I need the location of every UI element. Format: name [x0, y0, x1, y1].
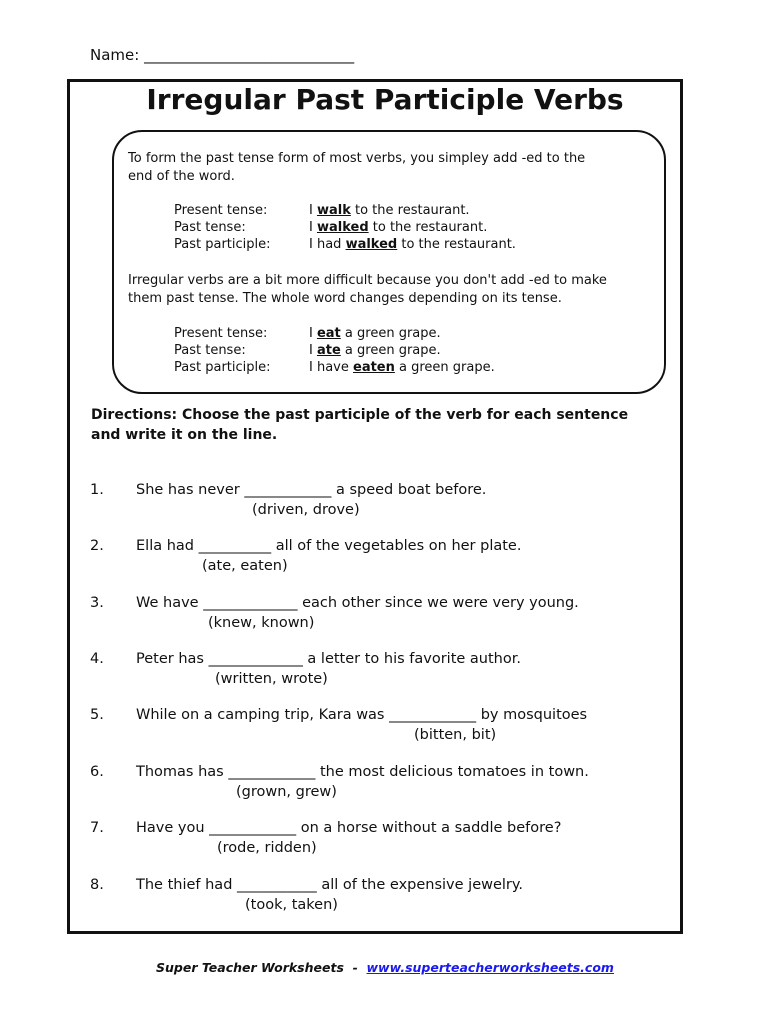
name-field [90, 46, 354, 64]
explanation-box [112, 130, 666, 394]
example-label: Present tense: [174, 326, 268, 341]
example-sentence: I walk to the restaurant. [309, 203, 470, 218]
example-label: Present tense: [174, 203, 268, 218]
intro-irregular [128, 272, 648, 307]
answer-options: (written, wrote) [215, 671, 328, 687]
example-row [174, 325, 644, 343]
example-sentence: I eat a green grape. [309, 326, 441, 341]
example-verb: ate [316, 343, 341, 358]
question-8 [90, 877, 680, 927]
directions-line-1: Directions: Choose the past participle of the verb for each sentence [91, 407, 629, 423]
intro-regular [128, 150, 648, 185]
footer [0, 960, 770, 975]
question-4 [90, 651, 680, 701]
footer-link[interactable]: www.superteacherworksheets.com [366, 960, 614, 975]
intro-irregular-line-1: Irregular verbs are a bit more difficult because you don't add -ed to make [128, 273, 607, 288]
question-number: 7. [90, 820, 104, 836]
example-row [174, 202, 644, 220]
example-verb: eat [316, 326, 341, 341]
question-2 [90, 538, 680, 588]
question-3 [90, 595, 680, 645]
answer-options: (bitten, bit) [414, 727, 497, 743]
question-1 [90, 482, 680, 532]
example-sentence: I ate a green grape. [309, 343, 441, 358]
question-number: 2. [90, 538, 104, 554]
intro-regular-line-1: To form the past tense form of most verbs, you simpley add -ed to the [128, 151, 586, 166]
answer-options: (ate, eaten) [202, 558, 288, 574]
question-text[interactable]: Peter has _____________ a letter to his favorite author. [136, 651, 521, 667]
page-title: Irregular Past Participle Verbs [146, 83, 624, 116]
example-verb: walk [316, 203, 351, 218]
answer-options: (grown, grew) [236, 784, 337, 800]
question-text[interactable]: While on a camping trip, Kara was ____________ by mosquitoes [136, 707, 588, 723]
answer-options: (took, taken) [245, 897, 338, 913]
example-sentence: I walked to the restaurant. [309, 220, 488, 235]
answer-options: (driven, drove) [252, 502, 360, 518]
question-number: 6. [90, 764, 104, 780]
name-blank[interactable]: ____________________________ [144, 46, 355, 64]
question-text[interactable]: We have _____________ each other since we were very young. [136, 595, 579, 611]
directions [91, 405, 681, 445]
example-label: Past participle: [174, 237, 271, 252]
intro-regular-line-2: end of the word. [128, 168, 235, 184]
question-text[interactable]: Ella had __________ all of the vegetables on her plate. [136, 538, 522, 554]
question-number: 3. [90, 595, 104, 611]
question-number: 8. [90, 877, 104, 893]
question-number: 1. [90, 482, 104, 498]
question-text[interactable]: Thomas has ____________ the most delicious tomatoes in town. [136, 764, 589, 780]
question-text[interactable]: The thief had ___________ all of the expensive jewelry. [136, 877, 524, 893]
question-text[interactable]: Have you ____________ on a horse without a saddle before? [136, 820, 562, 836]
example-sentence: I have eaten a green grape. [309, 360, 495, 375]
footer-brand: Super Teacher Worksheets [156, 960, 344, 975]
example-row [174, 236, 644, 254]
example-label: Past tense: [174, 220, 246, 235]
answer-options: (knew, known) [208, 615, 315, 631]
example-label: Past participle: [174, 360, 271, 375]
example-verb: walked [345, 237, 398, 252]
name-label: Name: [90, 46, 140, 64]
question-6 [90, 764, 680, 814]
example-label: Past tense: [174, 343, 246, 358]
intro-irregular-line-2: them past tense. The whole word changes depending on its tense. [128, 290, 562, 306]
question-7 [90, 820, 680, 870]
question-text[interactable]: She has never ____________ a speed boat before. [136, 482, 487, 498]
question-number: 5. [90, 707, 104, 723]
example-row [174, 219, 644, 237]
question-number: 4. [90, 651, 104, 667]
answer-options: (rode, ridden) [217, 840, 317, 856]
example-row [174, 342, 644, 360]
example-verb: walked [316, 220, 369, 235]
question-5 [90, 707, 680, 757]
example-verb: eaten [353, 360, 395, 375]
example-row [174, 359, 644, 377]
footer-separator: - [343, 960, 367, 975]
example-sentence: I had walked to the restaurant. [309, 237, 516, 252]
directions-line-2: and write it on the line. [91, 427, 278, 443]
